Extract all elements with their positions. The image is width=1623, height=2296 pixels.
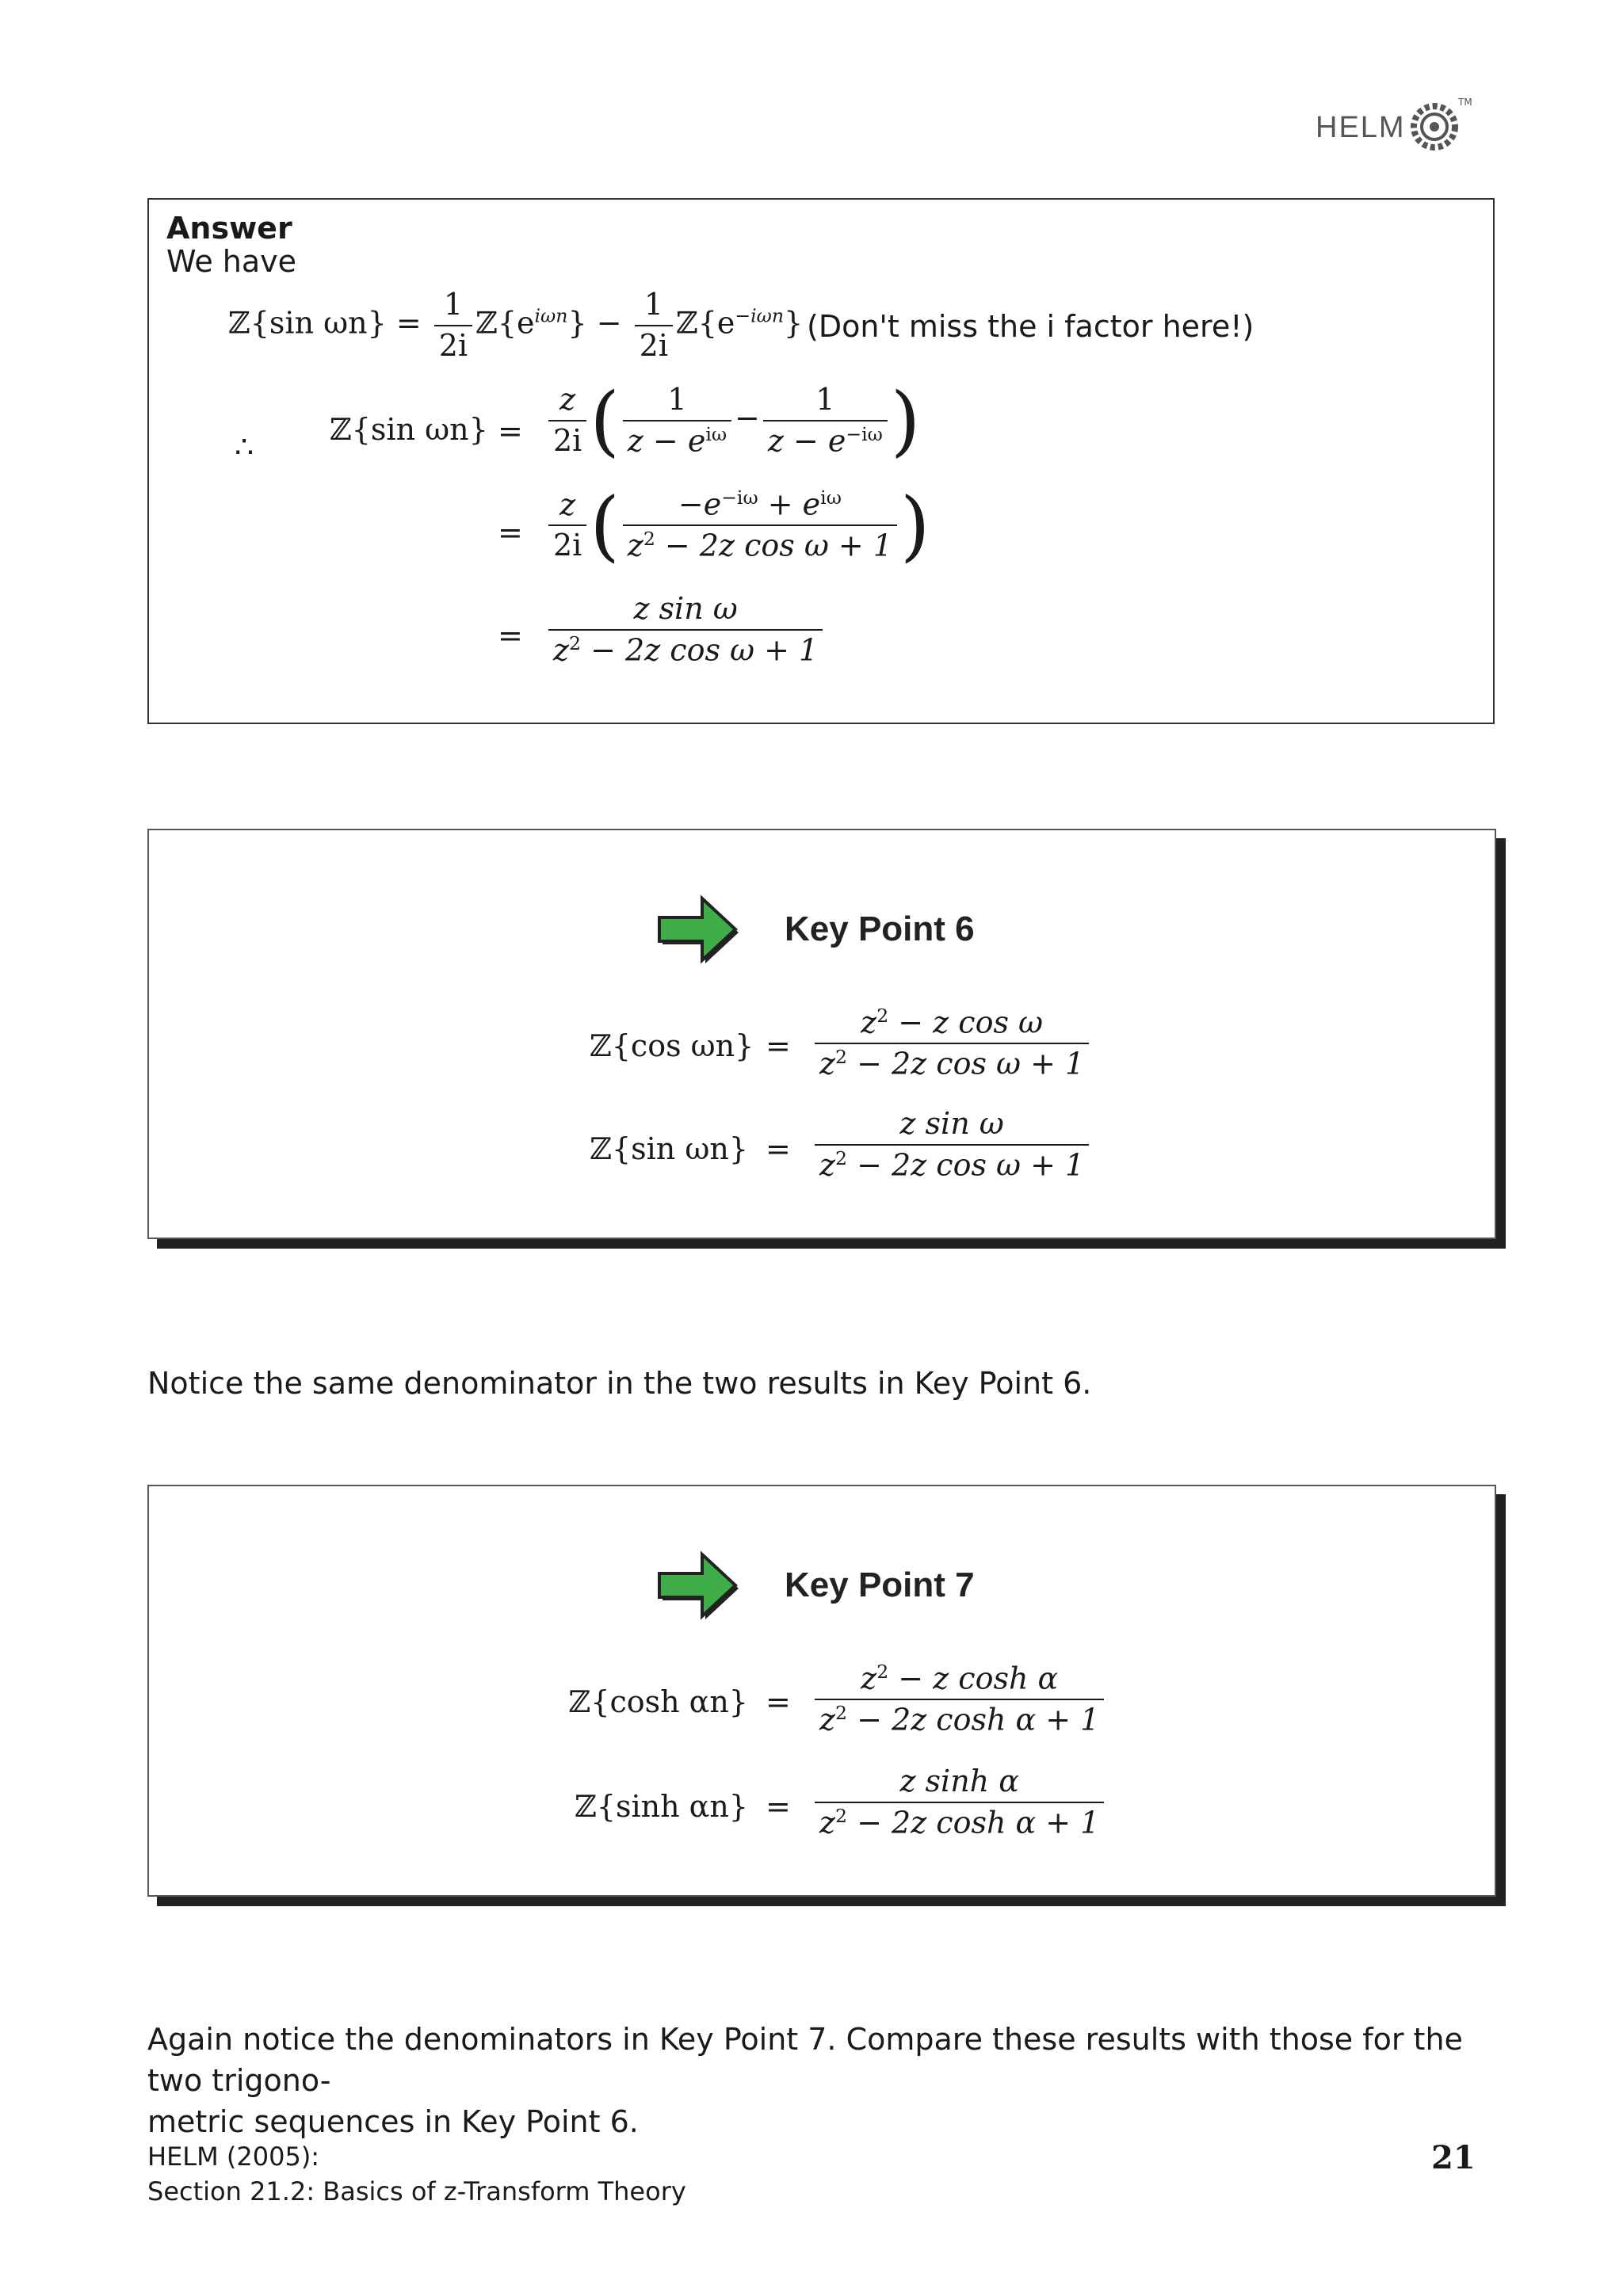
- kp6-row1-rhs: $\frac{z^2 - z \cos \omega}{z^2 - 2z \cos \omega + 1}$: [812, 1006, 1092, 1081]
- footer-citation: [147, 2139, 686, 2209]
- equation-line-2: $\frac{z}{2i}$ ( $\frac{1}{z - e^{i\omega}}$ − $\frac{1}{z - e^{-i\omega}}$ ): [545, 383, 920, 458]
- kp7-row2-lhs: ℤ{sinh αn}: [575, 1789, 748, 1824]
- note-paragraph-1: Notice the same denominator in the two results in Key Point 6.: [147, 1366, 1092, 1401]
- eq3-equals: =: [498, 515, 523, 550]
- kp6-row1-eq: =: [766, 1028, 791, 1063]
- helm-logo: [1316, 95, 1474, 166]
- note2-line2: metric sequences in Key Point 6.: [147, 2104, 639, 2139]
- answer-box: [147, 198, 1495, 724]
- answer-note: (Don't miss the i factor here!): [807, 309, 1254, 344]
- gear-icon: [1403, 95, 1466, 158]
- answer-title: Answer: [166, 211, 292, 246]
- kp6-row2-rhs: $\frac{\text{z sin ω}}{z^2 - 2z \cos \omega + 1}$: [812, 1108, 1092, 1182]
- therefore-symbol: ∴: [235, 429, 254, 464]
- keypoint6-title: Key Point 6: [785, 910, 975, 948]
- note2-line1: Again notice the denominators in Key Point 7. Compare these results with those for the two trigono-: [147, 2022, 1463, 2098]
- fraction-one-over-2i: $\frac{1}{2i}$: [434, 288, 472, 363]
- eq1-lhs: ℤ{sin ωn} =: [228, 305, 422, 341]
- kp7-row1-eq: =: [766, 1684, 791, 1719]
- logo-trademark: TM: [1458, 97, 1472, 108]
- keypoint-arrow-icon: [653, 894, 740, 965]
- kp6-row2-eq: =: [766, 1131, 791, 1166]
- keypoint-arrow-icon: [653, 1550, 740, 1621]
- kp7-row1-rhs: $\frac{z^2 - z \cosh \alpha}{z^2 - 2z \cosh \alpha + 1}$: [812, 1662, 1107, 1737]
- note-paragraph-2: [147, 2019, 1510, 2142]
- kp6-row1-lhs: ℤ{cos ωn}: [590, 1028, 754, 1063]
- kp7-row1-lhs: ℤ{cosh αn}: [568, 1684, 748, 1719]
- footer-line2: Section 21.2: Basics of z-Transform Theory: [147, 2176, 686, 2206]
- kp6-row2-lhs: ℤ{sin ωn}: [590, 1131, 748, 1166]
- keypoint7-title: Key Point 7: [785, 1566, 975, 1604]
- eq2-equals: =: [498, 414, 523, 448]
- logo-text: HELM: [1316, 111, 1406, 144]
- footer-line1: HELM (2005):: [147, 2142, 320, 2172]
- keypoint6-box: [147, 829, 1496, 1239]
- equation-line-4: $\frac{\text{z sin ω}}{z^2 - 2z \cos \omega + 1}$: [545, 593, 826, 667]
- eq2-lhs: ℤ{sin ωn}: [330, 412, 488, 447]
- answer-intro: We have: [166, 244, 297, 279]
- keypoint7-box: [147, 1485, 1496, 1897]
- page-number: 21: [1431, 2139, 1476, 2176]
- equation-line-3: $\frac{z}{2i}$ ( $\frac{-e^{-i\omega} + e^{i\omega}}{z^2 - 2z \cos \omega + 1}$ ): [545, 488, 930, 563]
- eq4-equals: =: [498, 618, 523, 653]
- fraction-one-over-2i-b: $\frac{1}{2i}$: [635, 288, 673, 363]
- kp7-row2-rhs: $\frac{\text{z sinh α}}{z^2 - 2z \cosh \alpha + 1}$: [812, 1765, 1107, 1840]
- equation-line-1: ℤ{sin ωn} = $\frac{1}{2i}$ $ℤ\{e^{i\omega n}\}$ − $\frac{1}{2i}$ $ℤ\{e^{-i\omega n}\}$: [228, 287, 804, 363]
- kp7-row2-eq: =: [766, 1789, 791, 1824]
